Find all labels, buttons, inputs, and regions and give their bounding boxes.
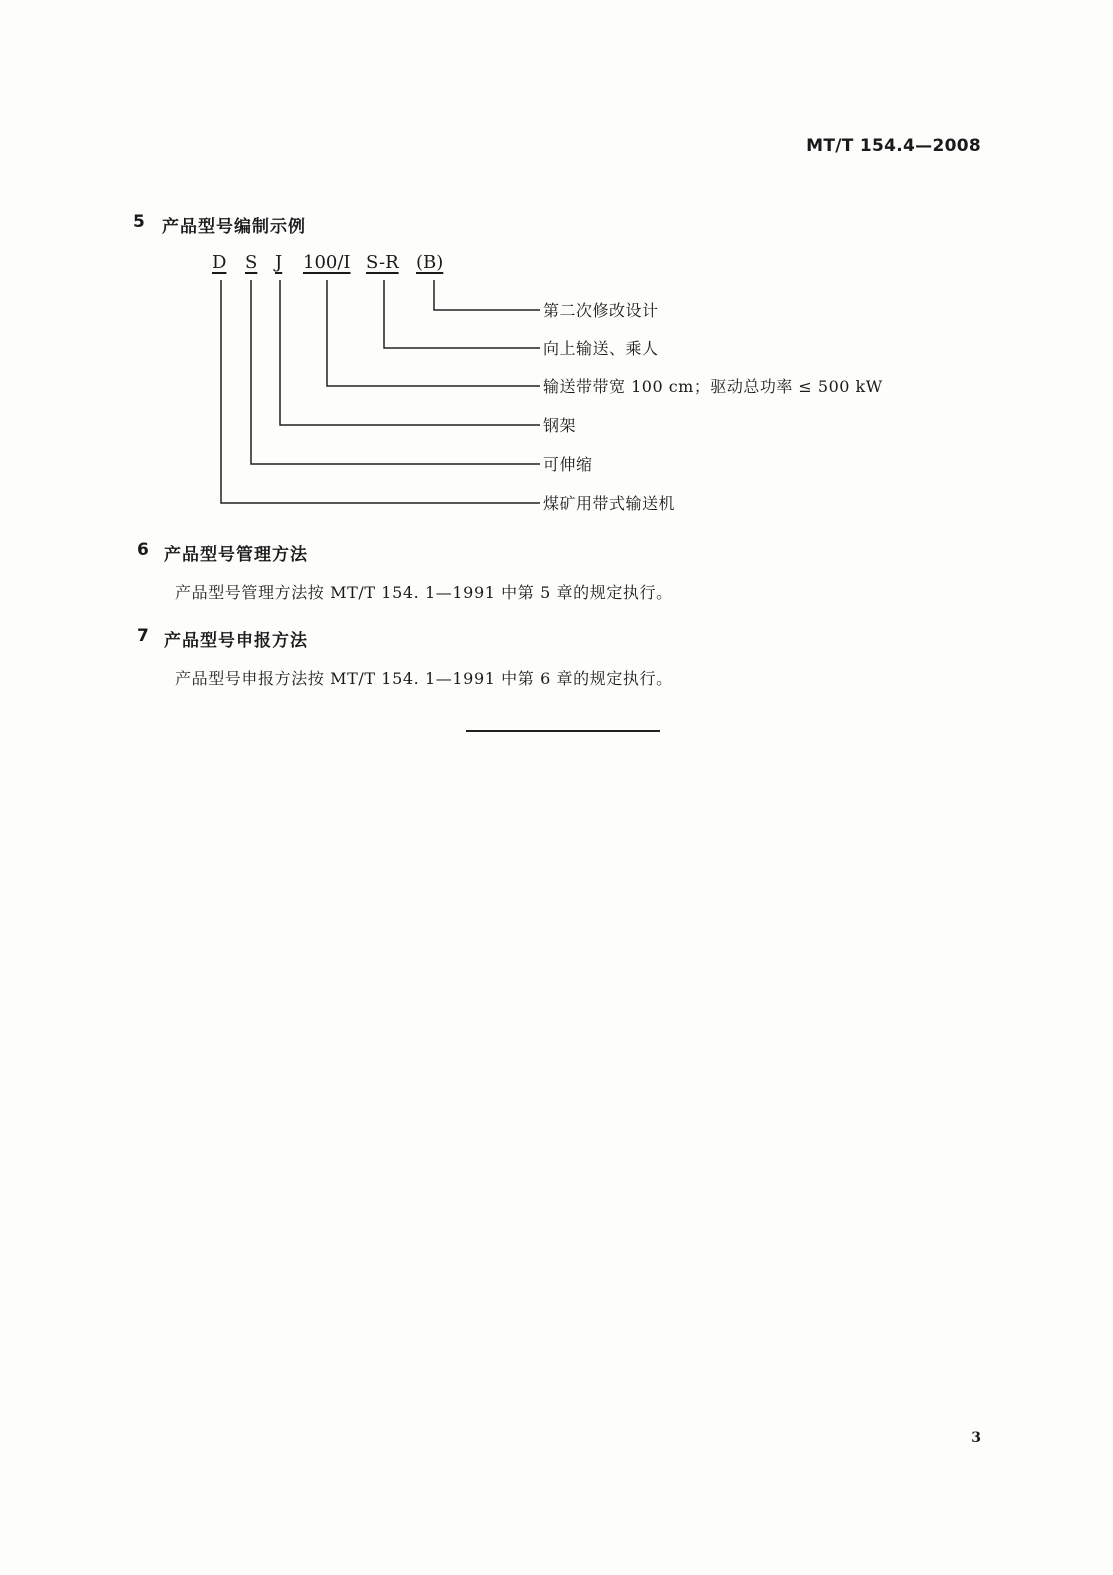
legend-telescopic: 可伸缩: [543, 455, 593, 474]
section-7-body: 产品型号申报方法按 MT/T 154. 1—1991 中第 6 章的规定执行。: [175, 669, 673, 688]
code-part-revision: (B): [416, 252, 444, 273]
section-7-title: 产品型号申报方法: [164, 631, 308, 651]
legend-width-power: 输送带带宽 100 cm；驱动总功率 ≤ 500 kW: [543, 377, 883, 396]
standard-id: MT/T 154.4—2008: [806, 136, 981, 156]
section-6-number: 6: [137, 540, 149, 560]
bracket-line-d: [221, 280, 540, 503]
section-5-number: 5: [133, 212, 145, 232]
page-number: 3: [971, 1430, 981, 1446]
legend-direction: 向上输送、乘人: [543, 339, 659, 358]
section-6-body: 产品型号管理方法按 MT/T 154. 1—1991 中第 5 章的规定执行。: [175, 583, 673, 602]
section-6-title: 产品型号管理方法: [164, 545, 308, 565]
code-part-d: D: [212, 252, 227, 273]
section-7-number: 7: [137, 626, 149, 646]
code-part-direction: S-R: [366, 252, 399, 273]
code-part-width-power: 100/I: [303, 252, 351, 273]
code-part-j: J: [275, 252, 283, 273]
bracket-line-direction: [384, 280, 540, 348]
legend-frame: 钢架: [543, 416, 577, 435]
legend-conveyor-type: 煤矿用带式输送机: [543, 494, 676, 513]
bracket-line-revision: [434, 280, 540, 310]
bracket-lines: [0, 0, 1113, 560]
code-part-s: S: [245, 252, 258, 273]
section-5-title: 产品型号编制示例: [162, 217, 306, 237]
legend-revision: 第二次修改设计: [543, 301, 659, 320]
bracket-line-s: [251, 280, 540, 464]
bracket-line-j: [280, 280, 540, 425]
end-of-document-rule: [466, 730, 660, 732]
